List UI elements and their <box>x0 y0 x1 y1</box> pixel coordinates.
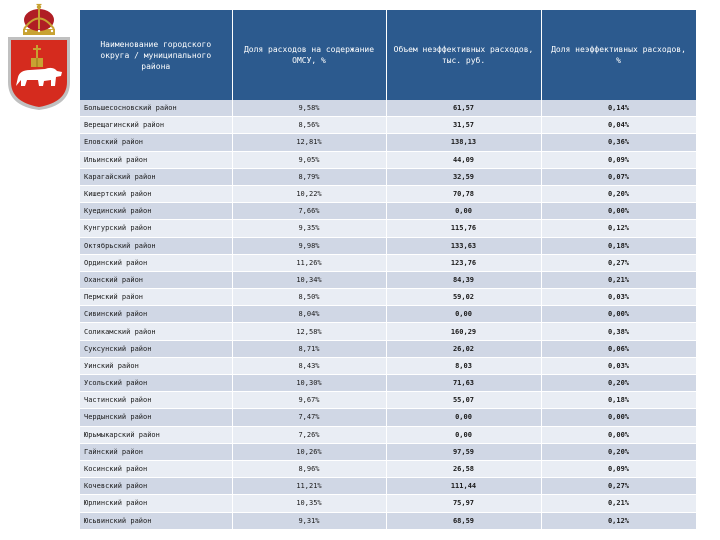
omsu-share-cell: 12,81% <box>232 134 386 151</box>
ineffective-volume-cell: 32,59 <box>386 168 541 185</box>
ineffective-volume-cell: 84,39 <box>386 271 541 288</box>
ineffective-volume-cell: 71,63 <box>386 375 541 392</box>
municipality-name-cell: Пермский район <box>80 289 232 306</box>
ineffective-share-cell: 0,00% <box>541 426 696 443</box>
municipality-name-cell: Чердынский район <box>80 409 232 426</box>
ineffective-volume-cell: 26,02 <box>386 340 541 357</box>
ineffective-share-cell: 0,00% <box>541 203 696 220</box>
omsu-share-cell: 10,22% <box>232 185 386 202</box>
municipality-name-cell: Косинский район <box>80 460 232 477</box>
table-row <box>80 340 696 357</box>
municipality-name-cell: Оханский район <box>80 271 232 288</box>
ineffective-share-cell: 0,00% <box>541 306 696 323</box>
table-row <box>80 100 696 117</box>
municipality-name-cell: Юрлинский район <box>80 495 232 512</box>
ineffective-volume-cell: 133,63 <box>386 237 541 254</box>
ineffective-volume-cell: 75,97 <box>386 495 541 512</box>
ineffective-share-cell: 0,09% <box>541 460 696 477</box>
municipality-name-cell: Ильинский район <box>80 151 232 168</box>
ineffective-volume-cell: 31,57 <box>386 117 541 134</box>
ineffective-volume-cell: 8,03 <box>386 357 541 374</box>
column-header-omsu-share: Доля расходов на содержание ОМСУ, % <box>232 10 386 100</box>
ineffective-volume-cell: 26,58 <box>386 460 541 477</box>
municipality-name-cell: Ординский район <box>80 254 232 271</box>
table-row <box>80 426 696 443</box>
column-header-ineffective-share: Доля неэффективных расходов, % <box>541 10 696 100</box>
table-row <box>80 289 696 306</box>
municipality-name-cell: Карагайский район <box>80 168 232 185</box>
table-row <box>80 185 696 202</box>
ineffective-volume-cell: 59,02 <box>386 289 541 306</box>
municipality-name-cell: Октябрьский район <box>80 237 232 254</box>
municipality-name-cell: Кунгурский район <box>80 220 232 237</box>
table-body <box>80 100 696 529</box>
ineffective-share-cell: 0,09% <box>541 151 696 168</box>
table-row <box>80 478 696 495</box>
ineffective-volume-cell: 160,29 <box>386 323 541 340</box>
municipality-name-cell: Кочевский район <box>80 478 232 495</box>
omsu-share-cell: 8,04% <box>232 306 386 323</box>
omsu-share-cell: 9,05% <box>232 151 386 168</box>
table-row <box>80 512 696 529</box>
ineffective-share-cell: 0,21% <box>541 271 696 288</box>
omsu-share-cell: 8,71% <box>232 340 386 357</box>
table-row <box>80 203 696 220</box>
ineffective-share-cell: 0,20% <box>541 375 696 392</box>
ineffective-share-cell: 0,27% <box>541 478 696 495</box>
table-row <box>80 443 696 460</box>
municipality-name-cell: Соликамский район <box>80 323 232 340</box>
table-row <box>80 375 696 392</box>
omsu-share-cell: 12,58% <box>232 323 386 340</box>
omsu-share-cell: 9,35% <box>232 220 386 237</box>
omsu-share-cell: 8,56% <box>232 117 386 134</box>
ineffective-volume-cell: 123,76 <box>386 254 541 271</box>
ineffective-share-cell: 0,38% <box>541 323 696 340</box>
municipal-expenses-table <box>80 10 697 530</box>
table-row <box>80 495 696 512</box>
omsu-share-cell: 11,26% <box>232 254 386 271</box>
omsu-share-cell: 10,26% <box>232 443 386 460</box>
table-row <box>80 306 696 323</box>
ineffective-volume-cell: 44,09 <box>386 151 541 168</box>
ineffective-share-cell: 0,03% <box>541 289 696 306</box>
ineffective-volume-cell: 70,78 <box>386 185 541 202</box>
ineffective-share-cell: 0,04% <box>541 117 696 134</box>
municipality-name-cell: Частинский район <box>80 392 232 409</box>
table-header-row <box>80 10 696 100</box>
ineffective-volume-cell: 0,00 <box>386 203 541 220</box>
omsu-share-cell: 9,58% <box>232 100 386 117</box>
table-row <box>80 151 696 168</box>
ineffective-volume-cell: 0,00 <box>386 409 541 426</box>
ineffective-share-cell: 0,03% <box>541 357 696 374</box>
table-row <box>80 323 696 340</box>
table-row <box>80 460 696 477</box>
municipality-name-cell: Юрьмыкарский район <box>80 426 232 443</box>
table-row <box>80 409 696 426</box>
ineffective-volume-cell: 0,00 <box>386 426 541 443</box>
ineffective-share-cell: 0,12% <box>541 512 696 529</box>
municipality-name-cell: Гайнский район <box>80 443 232 460</box>
table-row <box>80 271 696 288</box>
perm-krai-coat-of-arms <box>0 0 78 112</box>
municipality-name-cell: Юсьвинский район <box>80 512 232 529</box>
ineffective-volume-cell: 55,07 <box>386 392 541 409</box>
table-row <box>80 168 696 185</box>
omsu-share-cell: 9,31% <box>232 512 386 529</box>
ineffective-share-cell: 0,06% <box>541 340 696 357</box>
shield-icon <box>8 37 70 110</box>
omsu-share-cell: 8,43% <box>232 357 386 374</box>
municipality-name-cell: Куединский район <box>80 203 232 220</box>
ineffective-volume-cell: 61,57 <box>386 100 541 117</box>
omsu-share-cell: 8,79% <box>232 168 386 185</box>
omsu-share-cell: 10,30% <box>232 375 386 392</box>
omsu-share-cell: 9,67% <box>232 392 386 409</box>
ineffective-share-cell: 0,21% <box>541 495 696 512</box>
crown-icon <box>23 5 55 36</box>
table-row <box>80 117 696 134</box>
ineffective-share-cell: 0,20% <box>541 185 696 202</box>
omsu-share-cell: 10,35% <box>232 495 386 512</box>
ineffective-volume-cell: 97,59 <box>386 443 541 460</box>
omsu-share-cell: 11,21% <box>232 478 386 495</box>
table-row <box>80 392 696 409</box>
omsu-share-cell: 7,47% <box>232 409 386 426</box>
ineffective-volume-cell: 115,76 <box>386 220 541 237</box>
municipality-name-cell: Суксунский район <box>80 340 232 357</box>
municipality-name-cell: Сивинский район <box>80 306 232 323</box>
municipality-name-cell: Кишертский район <box>80 185 232 202</box>
municipality-name-cell: Большесосновский район <box>80 100 232 117</box>
municipality-name-cell: Уинский район <box>80 357 232 374</box>
omsu-share-cell: 10,34% <box>232 271 386 288</box>
ineffective-share-cell: 0,00% <box>541 409 696 426</box>
omsu-share-cell: 8,96% <box>232 460 386 477</box>
table-row <box>80 134 696 151</box>
table-row <box>80 237 696 254</box>
ineffective-volume-cell: 0,00 <box>386 306 541 323</box>
ineffective-share-cell: 0,20% <box>541 443 696 460</box>
ineffective-volume-cell: 138,13 <box>386 134 541 151</box>
ineffective-share-cell: 0,18% <box>541 237 696 254</box>
table-row <box>80 220 696 237</box>
table-row <box>80 357 696 374</box>
municipality-name-cell: Еловский район <box>80 134 232 151</box>
ineffective-share-cell: 0,14% <box>541 100 696 117</box>
table-row <box>80 254 696 271</box>
ineffective-share-cell: 0,12% <box>541 220 696 237</box>
ineffective-volume-cell: 111,44 <box>386 478 541 495</box>
ineffective-share-cell: 0,07% <box>541 168 696 185</box>
omsu-share-cell: 7,66% <box>232 203 386 220</box>
omsu-share-cell: 8,50% <box>232 289 386 306</box>
column-header-ineffective-volume: Объем неэффективных расходов, тыс. руб. <box>386 10 541 100</box>
ineffective-share-cell: 0,36% <box>541 134 696 151</box>
column-header-municipality: Наименование городского округа / муниципального района <box>80 10 232 100</box>
municipality-name-cell: Верещагинский район <box>80 117 232 134</box>
omsu-share-cell: 7,26% <box>232 426 386 443</box>
omsu-share-cell: 9,98% <box>232 237 386 254</box>
ineffective-volume-cell: 68,59 <box>386 512 541 529</box>
ineffective-share-cell: 0,18% <box>541 392 696 409</box>
municipality-name-cell: Усольский район <box>80 375 232 392</box>
ineffective-share-cell: 0,27% <box>541 254 696 271</box>
